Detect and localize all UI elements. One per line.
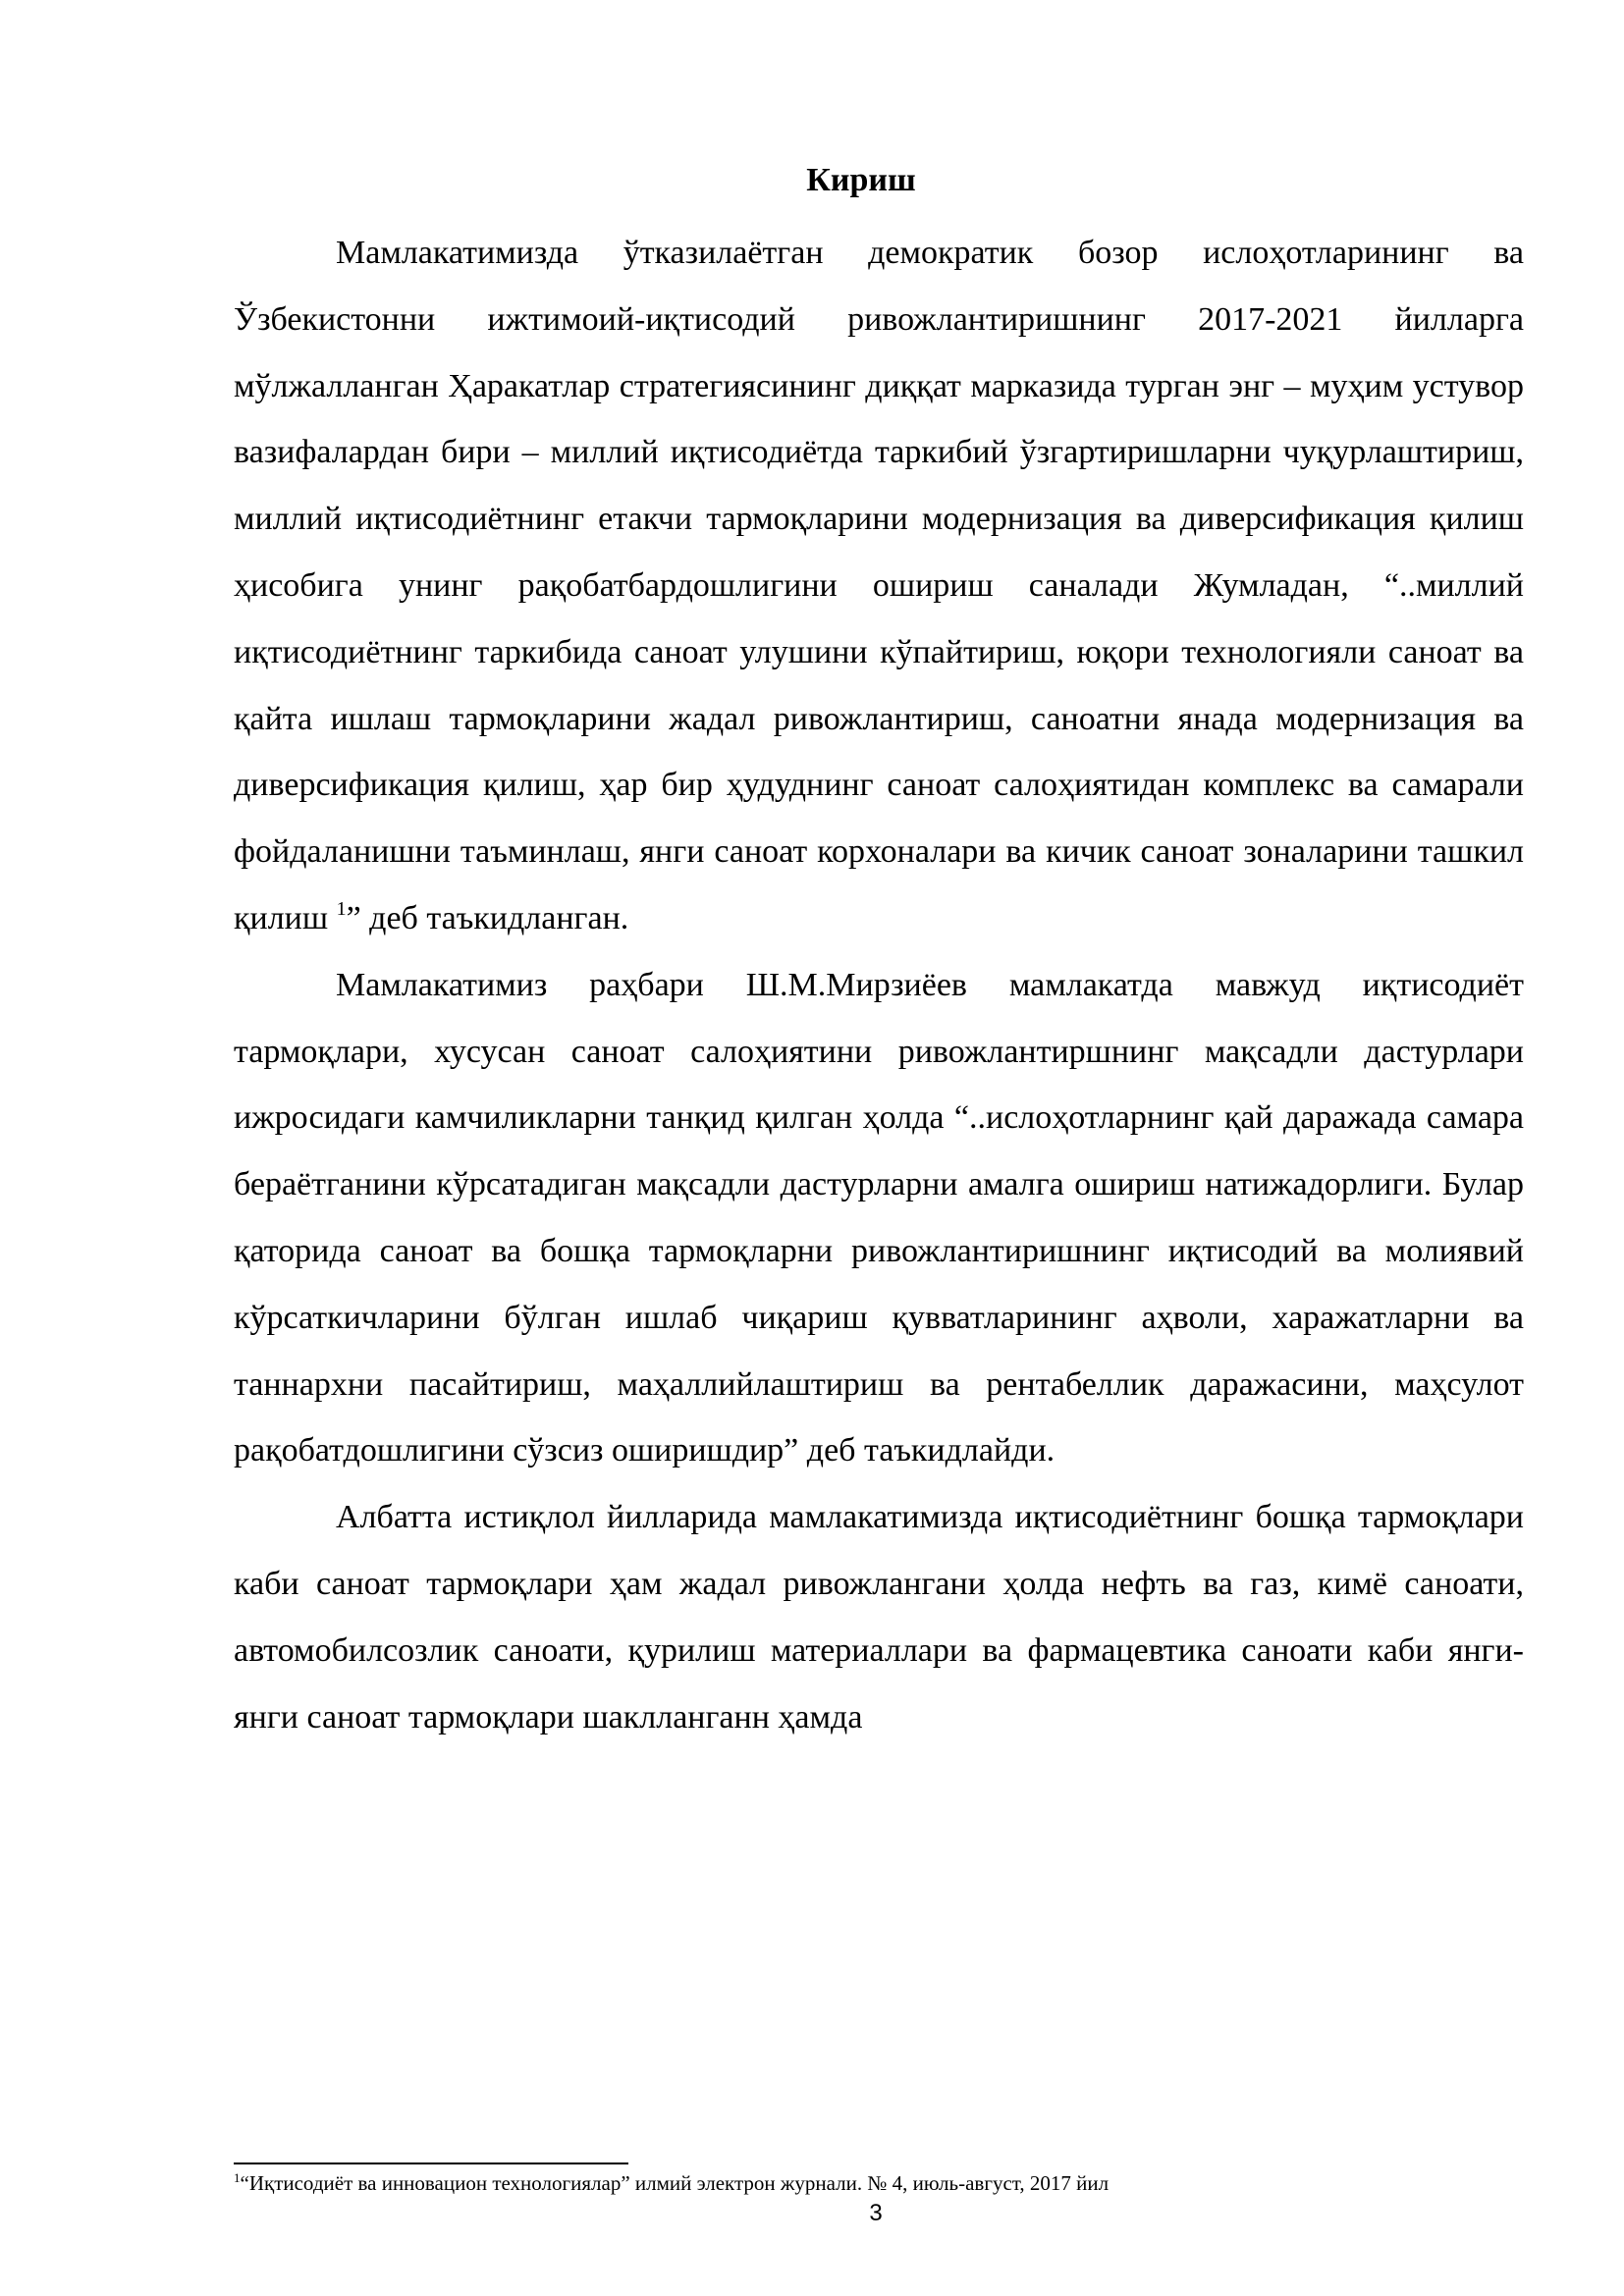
section-title: Кириш bbox=[806, 162, 916, 198]
paragraph-1 bbox=[234, 220, 1524, 952]
paragraph-3: Албатта истиқлол йилларида мамлакатимизда иқтисодиётнинг бошқа тармоқлари каби саноат тармоқлари ҳам жадал ривожлангани ҳолда нефть ва газ, кимё саноати, автомобилсозлик саноати, қурилиш материаллари ва фармацевтика саноати каби янги-янги саноат тармоқлари шаклланганн ҳамда bbox=[234, 1499, 1524, 1735]
footnote bbox=[234, 2169, 1524, 2197]
paragraph-2: Мамлакатимиз раҳбари Ш.М.Мирзиёев мамлакатда мавжуд иқтисодиёт тармоқлари, хусусан саноат салоҳиятини ривожлантиршнинг мақсадли дастурлари ижросидаги камчиликларни танқид қилган ҳолда “..ислоҳотларнинг қай даражада самара бераётганини кўрсатадиган мақсадли дастурларни амалга ошириш натижадорлиги. Булар қаторида саноат ва бошқа тармоқларни ривожлантиришнинг иқтисодий ва молиявий кўрсаткичларини бўлган ишлаб чиқариш қувватларининг аҳволи, харажатларни ва таннархни пасайтириш, маҳаллийлаштириш ва рентабеллик даражасини, маҳсулот рақобатдошлигини сўзсиз оширишдир” деб таъкидлайди. bbox=[234, 966, 1524, 1469]
page-number: 3 bbox=[869, 2200, 883, 2226]
paragraph-1-text-end: ” деб таъкидланган. bbox=[346, 899, 629, 936]
body-text bbox=[234, 220, 1524, 1750]
footnote-reference: 1 bbox=[336, 897, 347, 920]
footnote-marker: 1 bbox=[234, 2170, 241, 2185]
paragraph-1-text: Мамлакатимизда ўтказилаётган демократик бозор ислоҳотларининг ва Ўзбекистонни ижтимоий-иқтисодий ривожлантиришнинг 2017-2021 йилларга мўлжалланган Ҳаракатлар стратегиясининг диққат марказида турган энг – муҳим устувор вазифалардан бири – миллий иқтисодиётда таркибий ўзгартиришларни чуқурлаштириш, миллий иқтисодиётнинг етакчи тармоқларини модернизация ва диверсификация қилиш ҳисобига унинг рақобатбардошлигини ошириш саналади Жумладан, “..миллий иқтисодиётнинг таркибида саноат улушини кўпайтириш, юқори технологияли саноат ва қайта ишлаш тармоқларини жадал ривожлантириш, саноатни янада модернизация ва диверсификация қилиш, ҳар бир ҳудуднинг саноат салоҳиятидан комплекс ва самарали фойдаланишни таъминлаш, янги саноат корхоналари ва кичик саноат зоналарини ташкил қилиш bbox=[234, 235, 1524, 936]
footnote-separator bbox=[234, 2163, 628, 2164]
footnote-text: “Иқтисодиёт ва инновацион технологиялар” илмий электрон журнали. № 4, июль-август, 2017 йил bbox=[240, 2171, 1110, 2195]
